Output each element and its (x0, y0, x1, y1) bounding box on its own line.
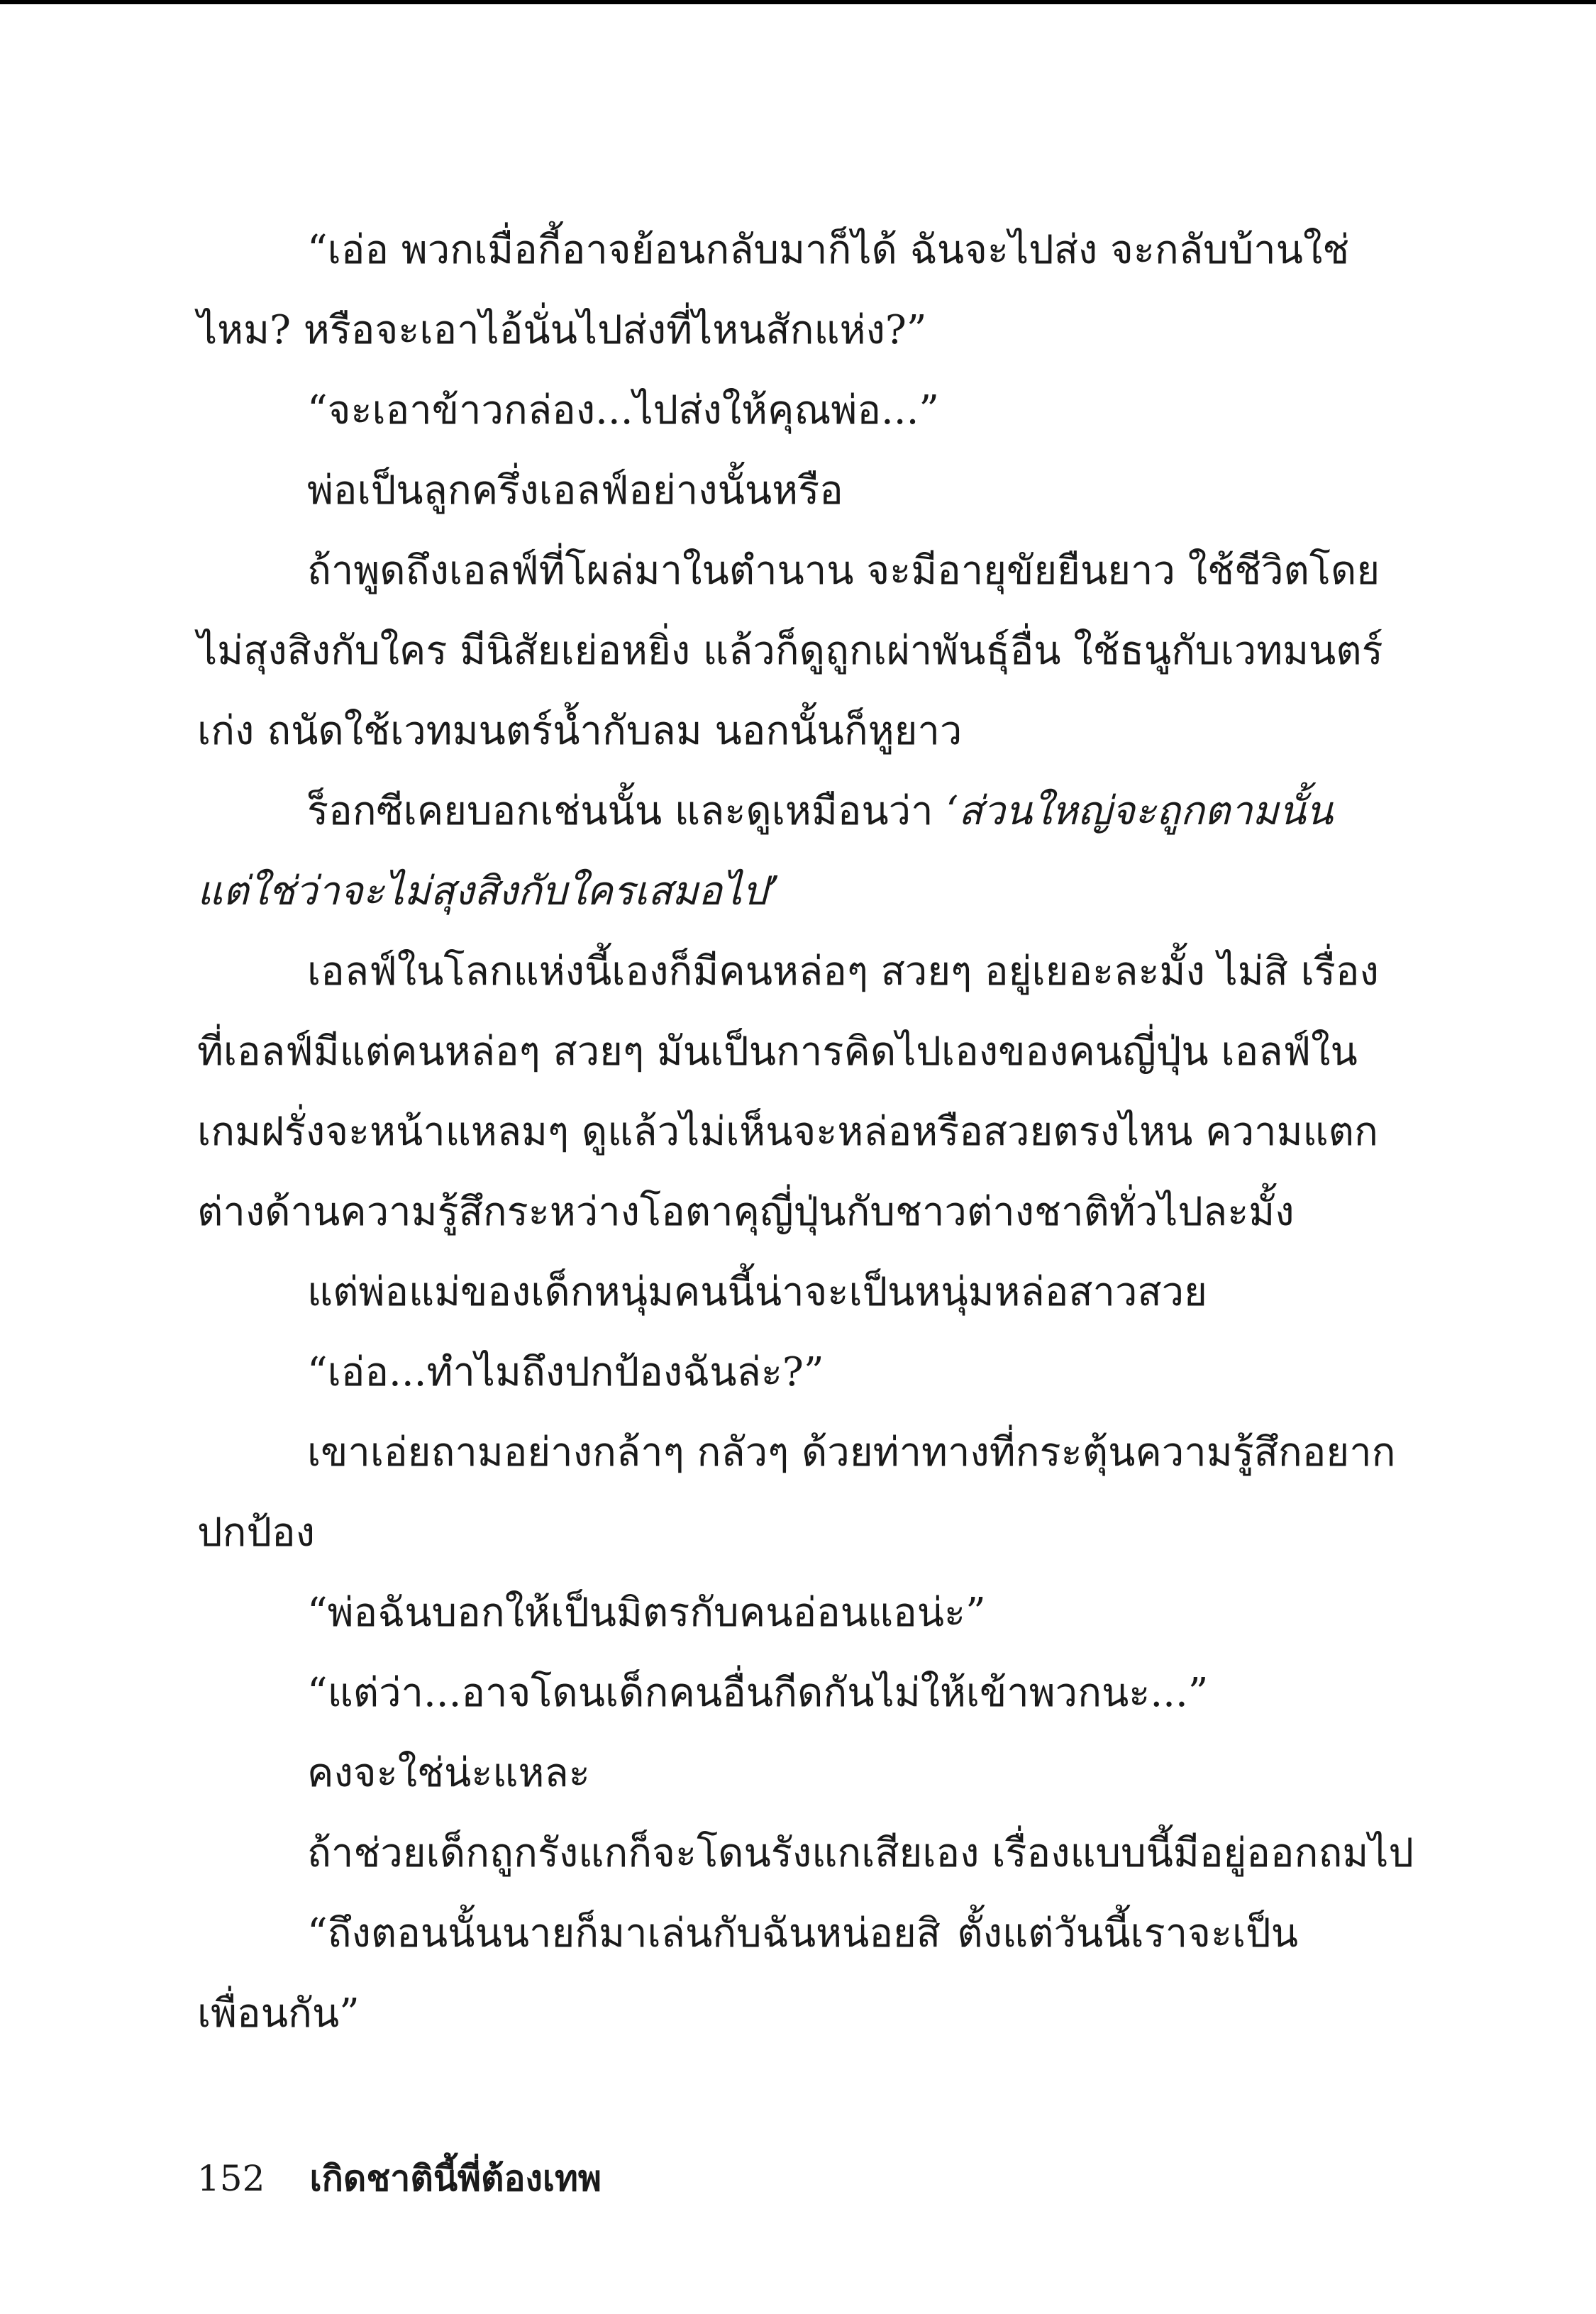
text-line: คงจะใช่น่ะแหละ (307, 1750, 590, 1796)
italic-quote: ‘ส่วนใหญ่จะถูกตามนั้น (946, 788, 1334, 834)
italic-quote-line: แต่ใช่ว่าจะไม่สุงสิงกับใครเสมอไป’ (197, 868, 780, 914)
text-segment: ร็อกซีเคยบอกเช่นนั้น และดูเหมือนว่า (307, 788, 946, 834)
text-line: ที่เอลฟ์มีแต่คนหล่อๆ สวยๆ มันเป็นการคิดไปเองของคนญี่ปุ่น เอลฟ์ใน (197, 1029, 1358, 1075)
text-line: “จะเอาข้าวกล่อง...ไปส่งให้คุณพ่อ...” (307, 387, 939, 433)
text-line: ไหม? หรือจะเอาไอ้นั่นไปส่งที่ไหนสักแห่ง?” (197, 307, 927, 353)
page-number: 152 (197, 2158, 265, 2199)
text-line: ไม่สุงสิงกับใคร มีนิสัยเย่อหยิ่ง แล้วก็ดูถูกเผ่าพันธุ์อื่น ใช้ธนูกับเวทมนตร์ (197, 628, 1383, 674)
text-line: พ่อเป็นลูกครึ่งเอลฟ์อย่างนั้นหรือ (307, 467, 843, 514)
book-title: เกิดชาตินี้พี่ต้องเทพ (309, 2158, 602, 2199)
top-border (0, 0, 1596, 4)
text-line: แต่พ่อแม่ของเด็กหนุ่มคนนี้น่าจะเป็นหนุ่มหล่อสาวสวย (307, 1269, 1207, 1315)
text-line: เกมฝรั่งจะหน้าแหลมๆ ดูแล้วไม่เห็นจะหล่อหรือสวยตรงไหน ความแตก (197, 1109, 1378, 1155)
text-line: “ถึงตอนนั้นนายก็มาเล่นกับฉันหน่อยสิ ตั้งแต่วันนี้เราจะเป็น (307, 1910, 1298, 1956)
text-line: ถ้าช่วยเด็กถูกรังแกก็จะโดนรังแกเสียเอง เรื่องแบบนี้มีอยู่ออกถมไป (307, 1830, 1414, 1876)
text-line: “เอ่อ...ทำไมถึงปกป้องฉันล่ะ?” (307, 1349, 824, 1395)
page-footer (197, 2151, 602, 2207)
text-line-mixed (197, 771, 1334, 851)
text-line: เอลฟ์ในโลกแห่งนี้เองก็มีคนหล่อๆ สวยๆ อยู่เยอะละมั้ง ไม่สิ เรื่อง (307, 948, 1379, 995)
text-line: เขาเอ่ยถามอย่างกล้าๆ กลัวๆ ด้วยท่าทางที่กระตุ้นความรู้สึกอยาก (307, 1429, 1396, 1476)
text-line: “เอ่อ พวกเมื่อกี้อาจย้อนกลับมาก็ได้ ฉันจะไปส่ง จะกลับบ้านใช่ (307, 227, 1350, 273)
page-body (197, 210, 1414, 2054)
text-line: “แต่ว่า...อาจโดนเด็กคนอื่นกีดกันไม่ให้เข้าพวกนะ...” (307, 1670, 1209, 1716)
text-line: “พ่อฉันบอกให้เป็นมิตรกับคนอ่อนแอน่ะ” (307, 1590, 986, 1636)
text-line: เก่ง ถนัดใช้เวทมนตร์น้ำกับลม นอกนั้นก็หูยาว (197, 708, 963, 754)
text-line: ปกป้อง (197, 1510, 315, 1556)
text-line: ถ้าพูดถึงเอลฟ์ที่โผล่มาในตำนาน จะมีอายุขัยยืนยาว ใช้ชีวิตโดย (307, 548, 1380, 594)
text-line: ต่างด้านความรู้สึกระหว่างโอตาคุญี่ปุ่นกับชาวต่างชาติทั่วไปละมั้ง (197, 1189, 1295, 1235)
text-line: เพื่อนกัน” (197, 1991, 360, 2037)
